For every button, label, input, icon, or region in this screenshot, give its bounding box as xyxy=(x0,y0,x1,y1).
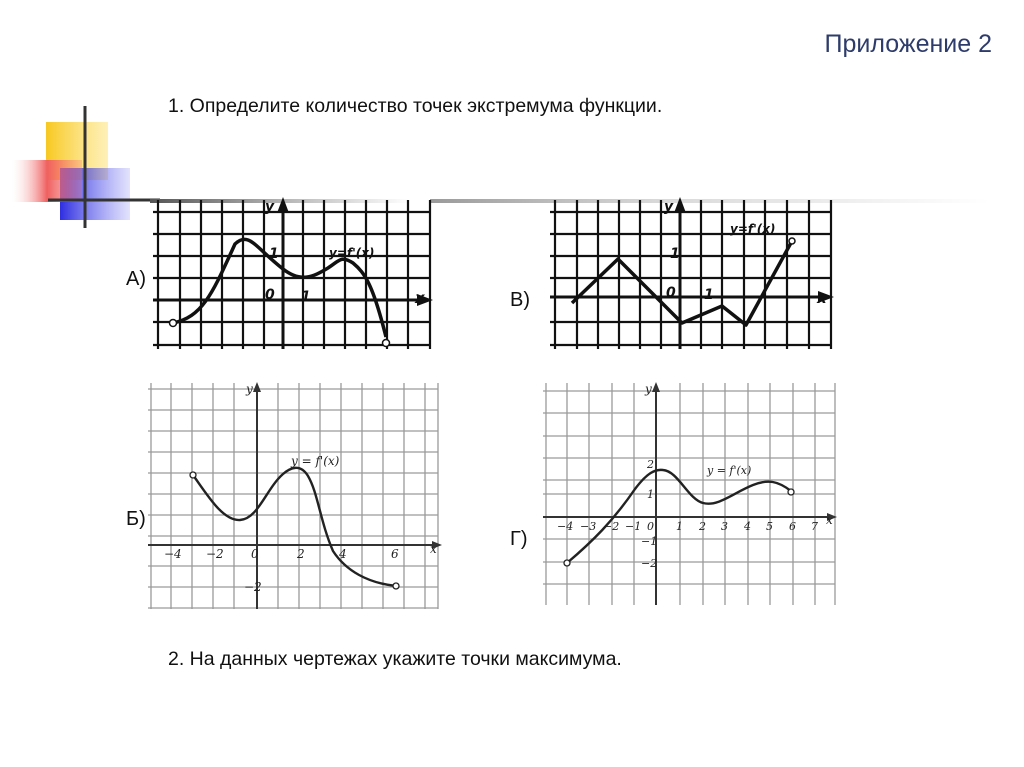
graph-v-x-label: x xyxy=(817,289,827,307)
graph-g-tick-m4: −4 xyxy=(557,520,574,533)
graph-g-tick-5: 5 xyxy=(766,520,773,533)
graph-b-y-arrow xyxy=(253,382,261,392)
graph-g-tick-m3: −3 xyxy=(580,520,597,533)
graph-g-tick-2: 2 xyxy=(699,520,706,533)
graph-b-tick-y-m2: −2 xyxy=(244,580,262,594)
graph-a-end-point xyxy=(383,340,390,347)
graph-v-x-one-label: 1 xyxy=(704,287,714,303)
graph-b-function-label: y = f'(x) xyxy=(291,454,340,468)
graph-b-label: Б) xyxy=(126,508,146,530)
graph-g-y-label: y xyxy=(645,382,652,396)
graph-g-tick-ym1: −1 xyxy=(641,535,658,548)
graph-b-end-point xyxy=(393,583,399,589)
decorative-squares xyxy=(0,100,160,230)
graph-b-y-label: y xyxy=(246,382,253,396)
graph-g-tick-origin: 0 xyxy=(647,520,654,533)
graph-a xyxy=(153,197,433,351)
graph-a-y-label: y xyxy=(265,199,275,215)
graph-v-end-point xyxy=(789,238,795,244)
graph-a-origin-label: 0 xyxy=(265,287,275,303)
graph-a-x-label: x xyxy=(415,289,425,307)
task-1-text: 1. Определите количество точек экстремума функции. xyxy=(168,95,663,117)
graph-g-tick-m1: −1 xyxy=(625,520,642,533)
graph-g-start-point xyxy=(564,560,570,566)
graph-v-function-label: y=f'(x) xyxy=(730,222,776,236)
graph-g-tick-3: 3 xyxy=(721,520,728,533)
graph-g-tick-y1: 1 xyxy=(647,488,654,501)
task-2-text: 2. На данных чертежах укажите точки максимума. xyxy=(168,648,622,670)
graph-b-x-label: x xyxy=(430,542,437,556)
graph-g-tick-7: 7 xyxy=(811,520,818,533)
graph-g-y-arrow xyxy=(652,382,660,392)
graph-a-y-arrow xyxy=(277,197,289,213)
graph-b-grid xyxy=(148,383,438,609)
graph-g-x-label: x xyxy=(826,513,833,527)
graph-g-end-point xyxy=(788,489,794,495)
graph-v-origin-label: 0 xyxy=(666,285,676,301)
graph-b-curve xyxy=(193,468,396,586)
graph-v-y-label: y xyxy=(664,199,674,215)
graph-v-y-one-label: 1 xyxy=(670,246,680,262)
graph-b-tick-4: 4 xyxy=(339,547,347,561)
graph-a-y-one-label: 1 xyxy=(269,246,279,262)
graph-a-x-one-label: 1 xyxy=(301,289,311,305)
graph-g-label: Г) xyxy=(510,528,528,550)
graph-g xyxy=(543,381,839,607)
graph-g-tick-4: 4 xyxy=(744,520,751,533)
graph-g-tick-1: 1 xyxy=(676,520,683,533)
graph-a-start-point xyxy=(170,320,177,327)
graph-a-label: А) xyxy=(126,268,146,290)
graph-g-function-label: y = f'(x) xyxy=(707,464,752,477)
graph-b-tick-2: 2 xyxy=(297,547,305,561)
graph-v-grid xyxy=(550,200,831,349)
graph-b xyxy=(148,381,444,611)
graph-g-tick-y2: 2 xyxy=(647,458,654,471)
slide-title: Приложение 2 xyxy=(824,30,992,58)
graph-v xyxy=(550,197,835,351)
graph-v-y-arrow xyxy=(674,197,686,213)
graph-b-tick-m4: −4 xyxy=(164,547,182,561)
graph-g-tick-m2: −2 xyxy=(603,520,620,533)
graph-v-label: В) xyxy=(510,289,530,311)
graph-g-tick-6: 6 xyxy=(789,520,796,533)
graph-b-tick-m2: −2 xyxy=(206,547,224,561)
graph-v-curve xyxy=(572,241,792,325)
graph-g-tick-ym2: −2 xyxy=(641,557,658,570)
graph-b-tick-6: 6 xyxy=(391,547,399,561)
graph-b-tick-origin: 0 xyxy=(251,547,259,561)
graph-a-function-label: y=f'(x) xyxy=(329,246,375,260)
graph-b-start-point xyxy=(190,472,196,478)
